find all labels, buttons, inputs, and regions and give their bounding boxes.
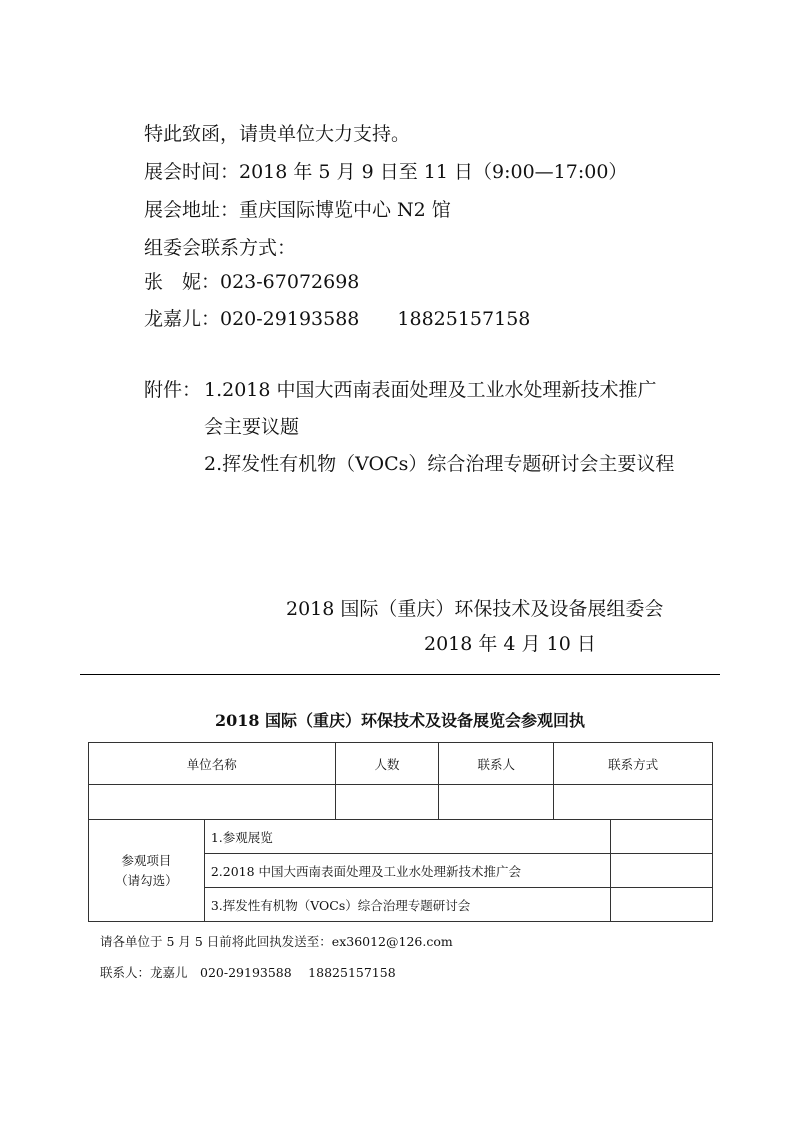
option-vocs-seminar: 3.挥发性有机物（VOCs）综合治理专题研讨会: [204, 888, 610, 922]
closing-line: 特此致函，请贵单位大力支持。: [144, 123, 411, 145]
header-people-count: 人数: [335, 743, 439, 785]
header-unit-name: 单位名称: [89, 743, 336, 785]
contact-zhang: 张 妮：023-67072698: [144, 271, 360, 293]
exhibition-time: 展会时间：2018 年 5 月 9 日至 11 日（9:00—17:00）: [144, 161, 628, 183]
visit-options-label-line2: （请勾选）: [115, 872, 178, 888]
contact-person-input-cell[interactable]: [439, 785, 554, 820]
people-count-input-cell[interactable]: [335, 785, 439, 820]
unit-name-input-cell[interactable]: [89, 785, 336, 820]
header-contact-method: 联系方式: [554, 743, 713, 785]
contact-heading: 组委会联系方式：: [144, 237, 297, 259]
option-visit-exhibition-checkbox[interactable]: [611, 820, 713, 854]
signature-date: 2018 年 4 月 10 日: [424, 633, 596, 655]
exhibition-venue: 展会地址：重庆国际博览中心 N2 馆: [144, 199, 451, 221]
header-contact-person: 联系人: [439, 743, 554, 785]
submit-instruction: 请各单位于 5 月 5 日前将此回执发送至：ex36012@126.com: [100, 934, 453, 949]
visit-options-label-line1: 参观项目: [121, 852, 172, 868]
attachments-label: 附件：: [144, 379, 202, 401]
option-promotion-conference-checkbox[interactable]: [611, 854, 713, 888]
visit-options-label: [89, 820, 205, 922]
divider-line: [80, 674, 720, 675]
receipt-info-table: [88, 742, 713, 820]
signature-org: 2018 国际（重庆）环保技术及设备展组委会: [286, 598, 664, 620]
footer-contact: 联系人：龙嘉儿 020-29193588 18825157158: [100, 965, 396, 980]
option-promotion-conference: 2.2018 中国大西南表面处理及工业水处理新技术推广会: [204, 854, 610, 888]
attachment-2: 2.挥发性有机物（VOCs）综合治理专题研讨会主要议程: [204, 453, 675, 475]
option-vocs-seminar-checkbox[interactable]: [611, 888, 713, 922]
option-visit-exhibition: 1.参观展览: [204, 820, 610, 854]
attachment-1-line2: 会主要议题: [204, 416, 300, 438]
attachment-1-line1: 1.2018 中国大西南表面处理及工业水处理新技术推广: [204, 379, 657, 401]
receipt-form-title: 2018 国际（重庆）环保技术及设备展览会参观回执: [214, 711, 586, 730]
contact-long: 龙嘉儿：020-29193588 18825157158: [144, 308, 531, 330]
visit-options-table: [88, 819, 713, 922]
contact-method-input-cell[interactable]: [554, 785, 713, 820]
